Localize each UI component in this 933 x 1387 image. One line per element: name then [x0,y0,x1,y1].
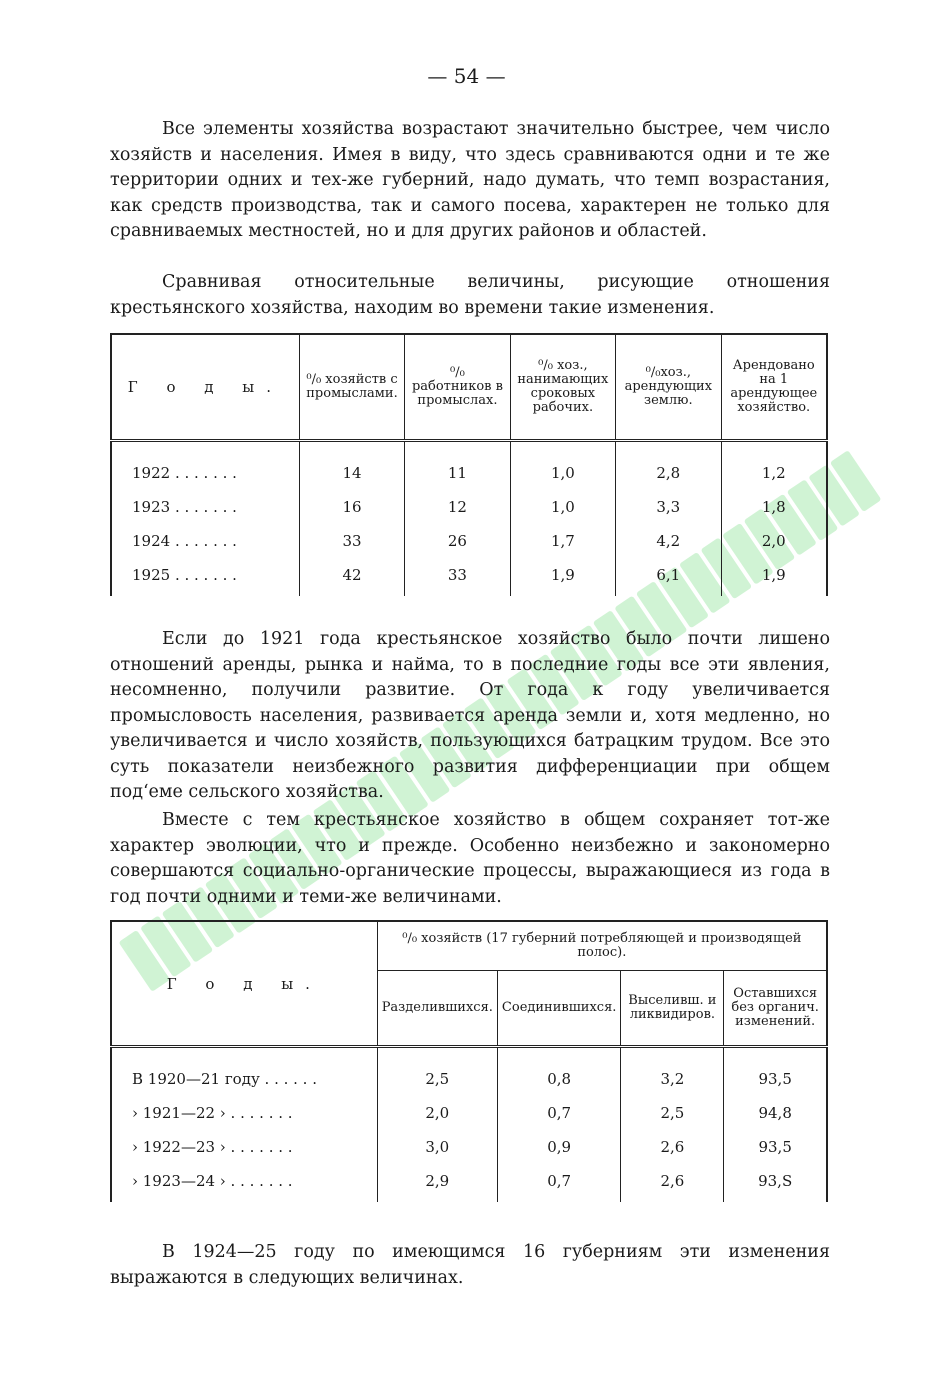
paragraph-2: Сравнивая относительные величины, рисующие отношения крестьянского хозяйства, находим во времени такие изменения. [110,272,830,318]
col-rented-per-farm: Арендовано на 1 арендующее хозяйство. [721,334,827,441]
col-unchanged: Оставшихся без органич. изменений. [724,971,827,1047]
table-organic-changes [110,920,828,1202]
table-row: › 1922—23 › . . . . . . . 3,0 0,9 2,6 93,5 [111,1130,827,1164]
table-farm-relations [110,333,828,596]
paragraph-3: Если до 1921 года крестьянское хозяйство было почти лишено отношений аренды, рынка и найма, то в последние годы все эти явления, несомненно, получили развитие. От года к году увеличивается промысловость населения, развивается аренда земли и, хотя медленно, но увеличивается и число хозяйств, пользующихся батрацким трудом. Все это суть показатели неизбежного развития дифференциации при общем под‘еме сельского хозяйства. [110,629,830,802]
paragraph-5: В 1924—25 году по имеющимся 16 губерниям эти изменения выражаются в следующих величинах. [110,1242,830,1288]
col-years: Г о д ы. [111,921,377,1047]
table-row: 1922 . . . . . . . 14 11 1,0 2,8 1,2 [111,456,827,490]
col-hiring: ⁰/₀ хоз., нанимающих сроковых рабочих. [510,334,615,441]
col-years: Г о д ы. [111,334,299,441]
col-united: Соединившихся. [497,971,620,1047]
paragraph-1: Все элементы хозяйства возрастают значительно быстрее, чем число хозяйств и населения. Имея в виду, что здесь сравниваются одни и те же территории одних и тех-же губерний, надо думать, что темп возрастания, как средств производства, так и самого посева, характерен не только для сравниваемых местностей, но и для других районов и областей. [110,119,830,241]
col-group-farms: ⁰/₀ хозяйств (17 губерний потребляющей и производящей полос). [377,921,827,971]
col-moved-liquidated: Выселивш. и ликвидиров. [621,971,724,1047]
col-workers-in-crafts: ⁰/₀ работников в промыслах. [405,334,510,441]
page-number: — 54 — [427,64,506,88]
table-row: В 1920—21 году . . . . . . 2,5 0,8 3,2 93,5 [111,1062,827,1096]
col-renting: ⁰/₀хоз., арендующих землю. [616,334,721,441]
table-row: 1924 . . . . . . . 33 26 1,7 4,2 2,0 [111,524,827,558]
table-row: › 1921—22 › . . . . . . . 2,0 0,7 2,5 94,8 [111,1096,827,1130]
col-divided: Разделившихся. [377,971,497,1047]
table-row: 1923 . . . . . . . 16 12 1,0 3,3 1,8 [111,490,827,524]
table-row: 1925 . . . . . . . 42 33 1,9 6,1 1,9 [111,558,827,596]
table-row: › 1923—24 › . . . . . . . 2,9 0,7 2,6 93,S [111,1164,827,1202]
paragraph-4: Вместе с тем крестьянское хозяйство в общем сохраняет тот-же характер эволюции, что и прежде. Особенно неизбежно и закономерно совершаются социально-органические процессы, выражающиеся из года в год почти одними и теми-же величинами. [110,810,830,907]
col-crafts: ⁰/₀ хозяйств с промыслами. [299,334,404,441]
